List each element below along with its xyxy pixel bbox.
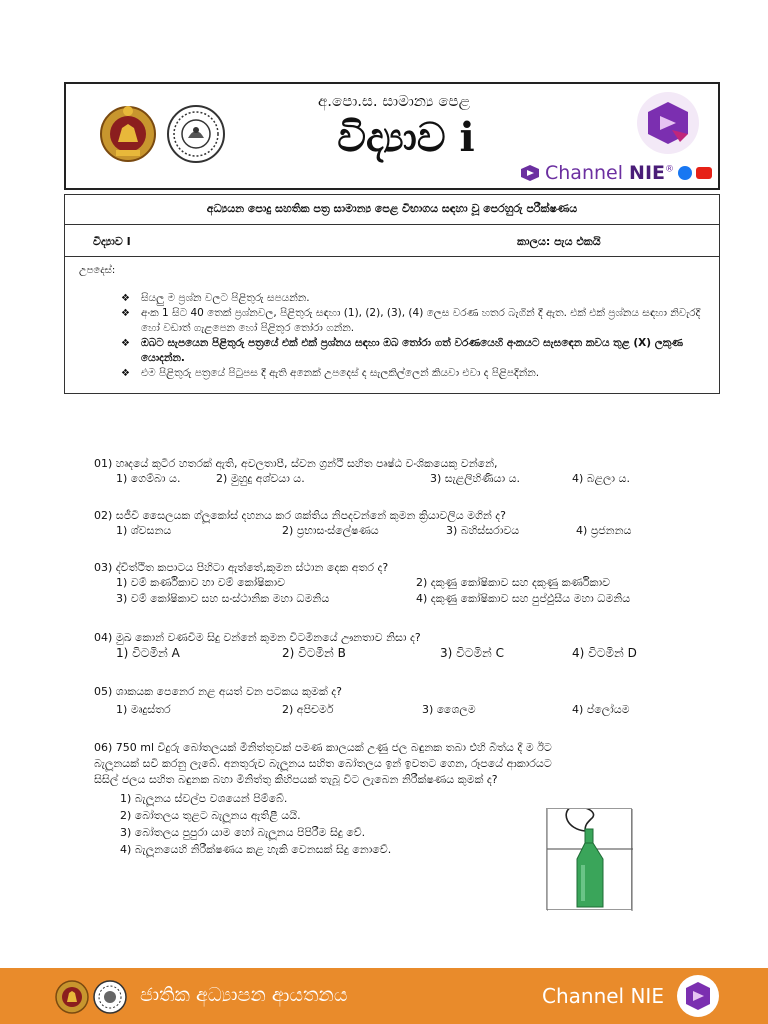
option-4: 4) බළලා ය. — [572, 472, 630, 485]
question-3 — [94, 560, 631, 608]
question-stem: 05) ශාකයක පෙනෙර නළ අයත් වන පටකය කුමක් ද? — [94, 685, 342, 698]
option-1: 1) ගෙම්බා ය. — [116, 472, 181, 485]
option-3: 3) බෝතලය පුපුරා යාම හෝ බැලූනය පිපිරීම සිදු වේ. — [120, 826, 366, 839]
option-1: 1) වම් කර්ණිකාව හා වම් කෝෂිකාව — [116, 576, 286, 589]
question-stem-line: 06) 750 ml වීදුරු බෝතලයක් මිනිත්තුවක් පමණ කාලයක් උණු ජල බඳුනක තබා එහි බිත්ය දී ම ඊට — [94, 741, 552, 754]
option-3: 3) සැළලිහිණියා ය. — [430, 472, 520, 485]
exam-level: අ.පො.ස. සාමාන්‍ය පෙළ — [317, 92, 471, 110]
question-stem: 04) මුඛ කොන් වණවීම සිදු වන්නේ කුමන විටමිනයේ ඌනතාව නිසා ද? — [94, 631, 421, 644]
question-stem-line: බැලූනයක් සවි කරනු ලැබේ. අනතුරුව බැලූනය සහිත බෝතලය ඉන් ඉවතට ගෙන, රූපයේ ආකාරයට — [94, 757, 552, 770]
sri-lanka-emblem-icon — [54, 978, 90, 1016]
question-stem-line: සිසිල් ජලය සහිත බඳුනක බහා මිනිත්තු කිහිපයක් තැබූ විට ලැබෙන නිරීක්ෂණය කුමක් ද? — [94, 773, 498, 786]
sri-lanka-emblem-icon — [98, 102, 158, 166]
nie-seal-icon — [92, 978, 128, 1016]
option-3: 3) විටමින් C — [440, 646, 504, 660]
question-stem: 02) සජීවී සෛලයක ග්ලූකෝස් දහනය කර ශක්තිය නිපදවන්නේ කුමන ක්‍රියාවලිය මගින් ද? — [94, 509, 507, 522]
footer-brand: Channel NIE — [542, 984, 664, 1008]
question-2 — [94, 508, 632, 540]
option-3: 3) බහිස්සරාවය — [446, 524, 520, 537]
instruction-item: ❖ අංක 1 සිට 40 තෙක් ප්‍රශ්නවල, පිළිතුරු සඳහා (1), (2), (3), (4) ලෙස වරණ හතර බැගින් දී ඇත. එක් එක් ප්‍රශ්නය සඳහා නිවැරදි හෝ වඩාත් ගැළපෙන හෝ පිළිතුර තෝරා ගන්න. — [127, 306, 707, 336]
page-title: විද්‍යාව i — [337, 114, 475, 161]
exam-title: අධ්‍යයන පොදු සහතික පත්‍ර සාමාන්‍ය පෙළ විභාගය සඳහා වූ පෙරහුරු පරීක්ෂණය — [65, 195, 719, 225]
options-row — [116, 472, 630, 488]
options-row — [116, 646, 637, 662]
question-5 — [94, 684, 630, 719]
option-1: 1) බැලූනය ස්වල්ප වශයෙන් පිම්බේ. — [120, 792, 288, 805]
option-2: 2) බෝතලය තුළට බැලූනය ඇතිළී යයි. — [120, 809, 301, 822]
nie-seal-icon — [166, 102, 226, 166]
question-1 — [94, 456, 630, 488]
channel-nie-brand — [519, 162, 712, 184]
option-4: 4) ප්ලෝයම — [572, 703, 630, 716]
option-4: 4) දකුණු කෝෂිකාව සහ පුප්ඵුසීය මහා ධමනිය — [416, 592, 631, 605]
channel-nie-logo-icon — [632, 90, 704, 156]
question-4 — [94, 630, 637, 662]
option-4: 4) විටමින් D — [572, 646, 637, 660]
institute-name: ජාතික අධ්‍යාපන ආයතනය — [140, 984, 348, 1006]
options-row — [116, 592, 631, 608]
instruction-item: ❖ ඔබට සැපයෙන පිළිතුරු පත්‍රයේ එක් එක් ප්‍රශ්නය සඳහා ඔබ තෝරා ගත් වරණයෙහි අංකයට සැසඳෙන කවය තුළ (X) ලකුණ යොදන්න. — [127, 336, 707, 366]
options-row — [116, 524, 632, 540]
option-4: 4) බැලූනයෙහි නිරීක්ෂණය කළ හැකි වෙනසක් සිදු නොවේ. — [120, 843, 392, 856]
footer-bar — [0, 968, 768, 1024]
instructions-heading: උපදෙස්: — [79, 265, 116, 276]
option-3: 3) ශෛලම — [422, 703, 476, 716]
option-2: 2) අපිචර්ම — [282, 703, 334, 716]
header-box — [64, 82, 720, 190]
youtube-icon[interactable] — [696, 167, 712, 179]
facebook-icon[interactable] — [678, 166, 692, 180]
subject-label: විද්‍යාව I — [93, 235, 131, 248]
option-3: 3) වම් කෝෂිකාව සහ සංස්ථානික මහා ධමනිය — [116, 592, 330, 605]
question-stem: 01) හෘදයේ කුටීර හතරක් ඇති, අවලතාපී, ස්වන ග්‍රන්ථි සහිත පෘෂ්ඨ වංශිකයෙකු වන්නේ, — [94, 457, 498, 470]
option-1: 1) මෘදුස්තර — [116, 703, 171, 716]
option-2: 2) ප්‍රභාසංස්ලේෂණය — [282, 524, 379, 537]
question-stem: 03) ද්විත්ථිත කපාටය පිහිටා ඇත්තේ,කුමන ස්ථාන දෙක අතර ද? — [94, 561, 389, 574]
time-label: කාලය: පැය එකයි — [517, 235, 601, 248]
option-2: 2) මුහුදු අශ්වයා ය. — [216, 472, 305, 485]
options-row — [116, 576, 611, 592]
instruction-item: ❖ සියලු ම ප්‍රශ්න වලට පිළිතුරු සපයන්න. — [127, 291, 707, 306]
option-4: 4) ප්‍රජනනය — [576, 524, 632, 537]
option-1: 1) විටමින් A — [116, 646, 180, 660]
subject-time-row — [65, 225, 719, 257]
bottle-in-water-figure — [546, 808, 632, 910]
exam-info-box — [64, 194, 720, 394]
bottle-balloon-icon — [547, 809, 633, 911]
channel-nie-small-icon — [519, 164, 541, 182]
instructions-list — [127, 291, 707, 381]
options-row — [116, 703, 630, 719]
channel-label: Channel NIE® — [545, 162, 674, 184]
option-2: 2) විටමින් B — [282, 646, 346, 660]
channel-nie-logo-icon — [676, 974, 720, 1018]
option-2: 2) දකුණු කෝෂිකාව සහ දකුණු කර්ණිකාව — [416, 576, 611, 589]
instruction-item: ❖ එම පිළිතුරු පත්‍රයේ පිටුපස දී ඇති අනෙක් උපදෙස් ද සැලකිල්ලෙන් කියවා එවා ද පිළිපදින්න. — [127, 366, 707, 381]
option-1: 1) ශ්වසනය — [116, 524, 172, 537]
